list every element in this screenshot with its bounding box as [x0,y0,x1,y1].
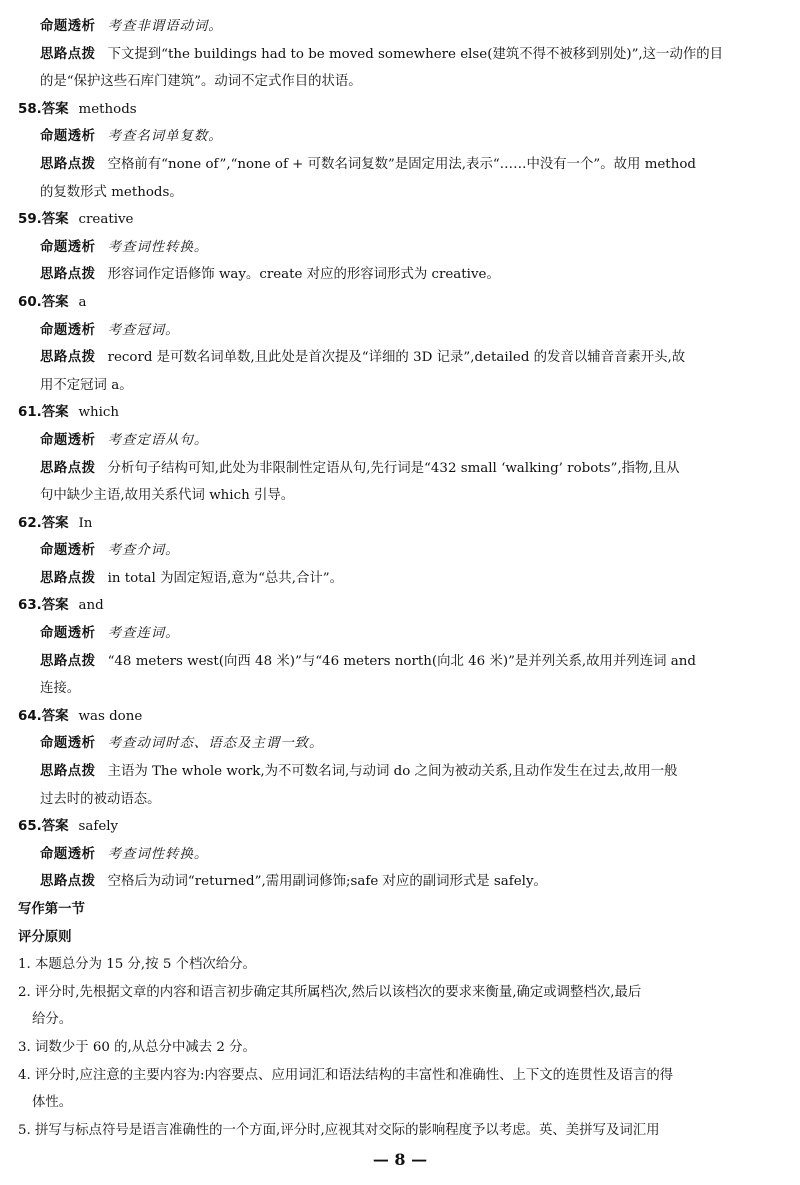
tips-text: 连接。 [40,681,81,697]
question-number: 62. [18,515,42,531]
analysis-label: 命题透析 [40,129,96,145]
answer-item [18,289,784,399]
tips-line [18,261,784,289]
tips-line [18,151,784,179]
tips-text: 空格后为动词“returned”,需用副词修饰;safe 对应的副词形式是 safely。 [107,874,547,890]
answer-label: 答案 [41,405,69,421]
answer-label: 答案 [41,598,69,614]
answer-line [18,813,784,841]
answer-label: 答案 [41,708,69,724]
analysis-label: 命题透析 [40,19,96,34]
answer-item [18,96,784,206]
tips-line [18,868,784,896]
analysis-label: 命题透析 [40,626,96,642]
tips-label: 思路点拨 [40,653,96,669]
tips-text: “48 meters west(向西 48 米)”与“46 meters north(向北 46 米)”是并列关系,故用并列连词 and [107,653,696,669]
answer-line [18,289,784,317]
tips-continuation [18,786,784,814]
answer-value: safely [78,819,119,835]
answer-item [18,399,784,509]
answer-line [18,399,784,427]
question-number: 60. [18,294,42,310]
tips-line [18,648,784,676]
rule-line: 2. 评分时,先根据文章的内容和语言初步确定其所属档次,然后以该档次的要求来衡量,确定或调整档次,最后 [18,984,642,1000]
analysis-label: 命题透析 [40,846,96,862]
question-number: 65. [18,819,42,835]
analysis-label: 命题透析 [40,322,96,338]
answer-line [18,96,784,124]
rule-line: 4. 评分时,应注意的主要内容为:内容要点、应用词汇和语法结构的丰富性和准确性、上下文的连贯性及语言的得 [18,1067,674,1083]
answer-label: 答案 [41,294,69,310]
answer-value: creative [78,212,134,228]
analysis-text: 考查动词时态、语态及主谓一致。 [107,736,324,752]
tips-continuation [18,482,784,510]
section-title: 写作第一节 [18,902,85,917]
analysis-text: 考查定语从句。 [107,432,209,448]
answer-item [18,813,784,896]
answer-item [18,703,784,813]
answer-line [18,206,784,234]
tips-label: 思路点拨 [40,156,96,172]
rule-line: 3. 词数少于 60 的,从总分中减去 2 分。 [18,1039,256,1055]
rule-line: 5. 拼写与标点符号是语言准确性的一个方面,评分时,应视其对交际的影响程度予以考虑。英、美拼写及词汇用 [18,1122,660,1138]
analysis-line [18,123,784,151]
tips-line [18,455,784,483]
rule-continuation: 体性。 [32,1095,73,1111]
question-number: 61. [18,405,42,421]
answer-value: was done [78,708,143,724]
answer-line [18,510,784,538]
tips-label: 思路点拨 [40,460,96,476]
analysis-text: 考查连词。 [107,626,180,642]
tips-label: 思路点拨 [40,46,96,62]
tips-continuation [18,68,784,96]
analysis-text: 考查介词。 [107,543,180,559]
answer-value: and [78,598,104,614]
rule-line: 1. 本题总分为 15 分,按 5 个档次给分。 [18,957,256,973]
answer-value: which [78,405,120,421]
analysis-line [18,537,784,565]
tips-continuation [18,179,784,207]
scoring-title: 评分原则 [18,929,72,945]
question-number: 64. [18,708,42,724]
tips-continuation [18,372,784,400]
analysis-line [18,13,784,41]
question-number: 58. [18,101,42,117]
tips-label: 思路点拨 [40,764,96,780]
analysis-line [18,730,784,758]
answer-value: a [78,294,87,310]
tips-label: 思路点拨 [40,570,96,586]
answer-value: methods [78,101,137,117]
tips-text: 用不定冠词 a。 [40,377,133,393]
answer-label: 答案 [41,101,69,117]
tips-text: 句中缺少主语,故用关系代词 which 引导。 [40,488,295,504]
answer-line [18,703,784,731]
answer-item [18,592,784,702]
analysis-line [18,234,784,262]
analysis-text: 考查冠词。 [107,322,180,338]
tips-text: 形容词作定语修饰 way。create 对应的形容词形式为 creative。 [107,267,500,283]
tips-text: 下文提到“the buildings had to be moved somewhere else(建筑不得不被移到别处)”,这一动作的目 [107,46,724,62]
tips-text: in total 为固定短语,意为“总共,合计”。 [107,570,343,586]
tips-text: 主语为 The whole work,为不可数名词,与动词 do 之间为被动关系,且动作发生在过去,故用一般 [107,764,678,780]
analysis-line [18,427,784,455]
analysis-text: 考查词性转换。 [107,846,209,862]
tips-line [18,758,784,786]
tips-line [18,41,784,69]
analysis-label: 命题透析 [40,736,96,752]
answer-label: 答案 [41,212,69,228]
analysis-line [18,317,784,345]
analysis-line [18,841,784,869]
tips-text: record 是可数名词单数,且此处是首次提及“详细的 3D 记录”,detailed 的发音以辅音音素开头,故 [107,350,686,366]
rule-continuation: 给分。 [32,1012,73,1028]
tips-line [18,565,784,593]
answer-items [18,96,784,896]
tips-continuation [18,675,784,703]
tips-text: 的是“保护这些石库门建筑”。动词不定式作目的状语。 [40,74,362,90]
answer-label: 答案 [41,515,69,531]
tips-label: 思路点拨 [40,350,96,366]
answer-item [18,510,784,593]
analysis-label: 命题透析 [40,432,96,448]
analysis-label: 命题透析 [40,543,96,559]
scoring-rules [18,951,784,1144]
analysis-text: 考查名词单复数。 [107,129,223,145]
analysis-line [18,620,784,648]
tips-line [18,344,784,372]
answer-item [18,206,784,289]
tips-label: 思路点拨 [40,267,96,283]
answer-value: In [78,515,93,531]
analysis-label: 命题透析 [40,239,96,255]
question-number: 59. [18,212,42,228]
item-57-partial [18,13,784,96]
tips-text: 分析句子结构可知,此处为非限制性定语从句,先行词是“432 small ‘walking’ robots”,指物,且从 [107,460,680,476]
analysis-text: 考查词性转换。 [107,239,209,255]
answer-line [18,592,784,620]
answer-label: 答案 [41,819,69,835]
tips-text: 过去时的被动语态。 [40,791,161,807]
question-number: 63. [18,598,42,614]
tips-label: 思路点拨 [40,874,96,890]
tips-text: 空格前有“none of”,“none of + 可数名词复数”是固定用法,表示“……中没有一个”。故用 method [107,156,696,172]
analysis-text: 考查非谓语动词。 [107,19,223,34]
tips-text: 的复数形式 methods。 [40,184,183,200]
page-number: — 8 — [372,1150,428,1169]
